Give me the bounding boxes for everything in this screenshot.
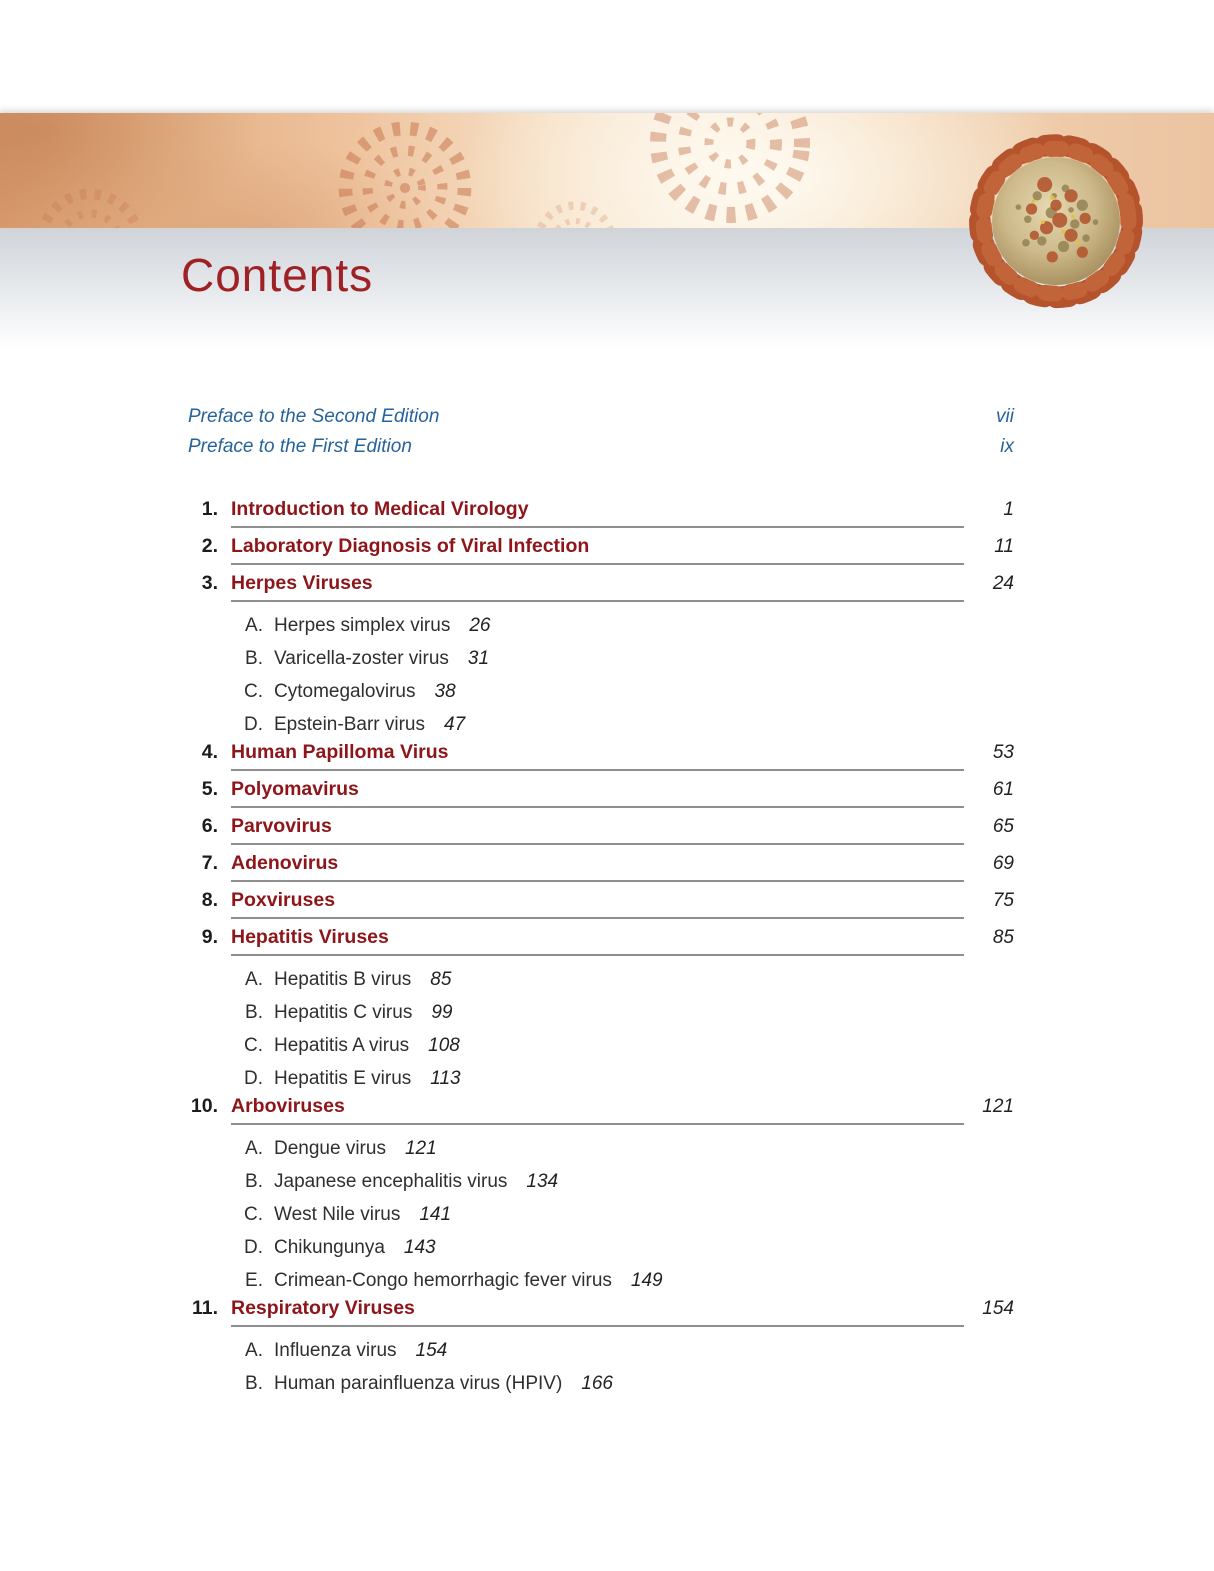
chapter-underline bbox=[231, 889, 964, 919]
subitem-row bbox=[188, 1198, 1014, 1231]
subitem-title: Dengue virus bbox=[274, 1138, 386, 1159]
preface-list bbox=[188, 406, 1014, 466]
subitem-letter: E. bbox=[245, 1270, 263, 1291]
subitem-letter: D. bbox=[244, 1237, 263, 1258]
preface-page-number: ix bbox=[1000, 436, 1014, 457]
chapter-number: 5. bbox=[201, 778, 218, 800]
chapter-page-number: 69 bbox=[992, 853, 1014, 874]
subitem-row bbox=[188, 1029, 1014, 1062]
chapter-row bbox=[188, 889, 1014, 919]
subitem-title: Cytomegalovirus bbox=[274, 681, 416, 702]
subitem-page-number: 31 bbox=[467, 648, 490, 669]
chapter-title: Introduction to Medical Virology bbox=[231, 498, 529, 520]
chapter-page-number: 24 bbox=[992, 573, 1014, 594]
virus-silhouette-icon bbox=[20, 173, 160, 228]
preface-label: Preface to the Second Edition bbox=[188, 406, 440, 427]
chapter-number: 2. bbox=[201, 535, 218, 557]
subitem-letter: C. bbox=[244, 1204, 263, 1225]
chapter-row bbox=[188, 1095, 1014, 1125]
subitem-list bbox=[188, 963, 1014, 1095]
subitem-title: Varicella-zoster virus bbox=[274, 648, 449, 669]
subitem-page-number: 99 bbox=[431, 1002, 453, 1023]
subitem-title: Human parainfluenza virus (HPIV) bbox=[274, 1373, 563, 1394]
subitem-page-number: 141 bbox=[419, 1204, 452, 1225]
subitem-letter: C. bbox=[244, 1035, 263, 1056]
chapter-underline bbox=[231, 741, 964, 771]
subitem-letter: D. bbox=[244, 1068, 263, 1089]
subitem-page-number: 121 bbox=[404, 1138, 437, 1159]
chapter-page-number: 154 bbox=[982, 1298, 1014, 1319]
chapter-underline bbox=[231, 498, 964, 528]
subitem-page-number: 113 bbox=[430, 1068, 461, 1089]
subitem-title: West Nile virus bbox=[274, 1204, 401, 1225]
subitem-row bbox=[188, 642, 1014, 675]
chapter-title: Human Papilloma Virus bbox=[231, 741, 449, 763]
table-of-contents bbox=[188, 406, 1014, 1400]
subitem-row bbox=[188, 963, 1014, 996]
virus-silhouette-icon bbox=[520, 188, 630, 228]
subitem-page-number: 143 bbox=[403, 1237, 436, 1258]
subitem-letter: D. bbox=[244, 714, 263, 735]
chapter-title: Poxviruses bbox=[231, 889, 336, 911]
subitem-letter: A. bbox=[245, 1340, 263, 1361]
subitem-page-number: 149 bbox=[630, 1270, 663, 1291]
chapter-number: 1. bbox=[201, 498, 218, 520]
subitem-list bbox=[188, 1132, 1014, 1297]
chapter-title: Herpes Viruses bbox=[231, 572, 373, 594]
chapter-page-number: 53 bbox=[992, 742, 1014, 763]
subitem-row bbox=[188, 609, 1014, 642]
chapter-page-number: 85 bbox=[992, 927, 1014, 948]
subitem-page-number: 134 bbox=[526, 1171, 559, 1192]
chapter-page-number: 65 bbox=[992, 816, 1014, 837]
chapter-underline bbox=[231, 815, 964, 845]
subitem-page-number: 47 bbox=[444, 714, 466, 735]
chapter-title: Hepatitis Viruses bbox=[231, 926, 389, 948]
subitem-page-number: 108 bbox=[428, 1035, 460, 1056]
chapter-row bbox=[188, 926, 1014, 956]
subitem-row bbox=[188, 1165, 1014, 1198]
subitem-title: Chikungunya bbox=[274, 1237, 385, 1258]
preface-page-number: vii bbox=[996, 406, 1014, 427]
chapter-row bbox=[188, 778, 1014, 808]
chapter-underline bbox=[231, 572, 964, 602]
chapter-number: 8. bbox=[201, 889, 218, 911]
chapter-underline bbox=[231, 778, 964, 808]
subitem-letter: A. bbox=[245, 615, 263, 636]
subitem-letter: B. bbox=[245, 1002, 263, 1023]
subitem-list bbox=[188, 609, 1014, 741]
chapter-row bbox=[188, 498, 1014, 528]
subitem-page-number: 38 bbox=[434, 681, 456, 702]
subitem-row bbox=[188, 996, 1014, 1029]
subitem-page-number: 154 bbox=[415, 1340, 448, 1361]
subitem-page-number: 85 bbox=[430, 969, 452, 990]
virus-silhouette-icon bbox=[630, 113, 830, 228]
subitem-title: Herpes simplex virus bbox=[274, 615, 451, 636]
subitem-title: Influenza virus bbox=[274, 1340, 397, 1361]
chapter-title: Adenovirus bbox=[231, 852, 339, 874]
chapter-number: 4. bbox=[201, 741, 218, 763]
chapter-row bbox=[188, 741, 1014, 771]
chapter-number: 3. bbox=[201, 572, 218, 594]
preface-row bbox=[188, 406, 1014, 436]
chapter-underline bbox=[231, 535, 964, 565]
chapter-number: 9. bbox=[201, 926, 218, 948]
chapter-page-number: 11 bbox=[994, 536, 1014, 557]
subitem-title: Hepatitis A virus bbox=[274, 1035, 410, 1056]
chapter-number: 11. bbox=[191, 1297, 218, 1319]
virus-silhouette-icon bbox=[320, 113, 490, 228]
preface-row bbox=[188, 436, 1014, 466]
chapter-page-number: 75 bbox=[992, 890, 1014, 911]
chapter-list bbox=[188, 498, 1014, 1400]
chapter-underline bbox=[231, 926, 964, 956]
chapter-title: Parvovirus bbox=[231, 815, 332, 837]
chapter-title: Arboviruses bbox=[231, 1095, 345, 1117]
chapter-page-number: 1 bbox=[1003, 499, 1014, 520]
subitem-row bbox=[188, 708, 1014, 741]
chapter-row bbox=[188, 852, 1014, 882]
chapter-page-number: 121 bbox=[982, 1096, 1014, 1117]
subitem-title: Hepatitis E virus bbox=[274, 1068, 412, 1089]
chapter-number: 6. bbox=[201, 815, 218, 837]
chapter-title: Polyomavirus bbox=[231, 778, 359, 800]
subitem-page-number: 26 bbox=[469, 615, 491, 636]
subitem-title: Japanese encephalitis virus bbox=[274, 1171, 508, 1192]
chapter-underline bbox=[231, 852, 964, 882]
subitem-letter: B. bbox=[245, 1171, 263, 1192]
chapter-underline bbox=[231, 1095, 964, 1125]
chapter-row bbox=[188, 535, 1014, 565]
subitem-row bbox=[188, 675, 1014, 708]
chapter-row bbox=[188, 1297, 1014, 1327]
subitem-letter: A. bbox=[245, 1138, 263, 1159]
subitem-row bbox=[188, 1231, 1014, 1264]
chapter-number: 10. bbox=[190, 1095, 218, 1117]
page-title: Contents bbox=[181, 249, 374, 301]
subitem-list bbox=[188, 1334, 1014, 1400]
subitem-letter: B. bbox=[245, 648, 263, 669]
subitem-row bbox=[188, 1264, 1014, 1297]
preface-label: Preface to the First Edition bbox=[188, 436, 412, 457]
subitem-row bbox=[188, 1062, 1014, 1095]
chapter-underline bbox=[231, 1297, 964, 1327]
subitem-letter: B. bbox=[245, 1373, 263, 1394]
subitem-title: Hepatitis C virus bbox=[274, 1002, 413, 1023]
chapter-title: Laboratory Diagnosis of Viral Infection bbox=[231, 535, 590, 557]
subitem-title: Epstein-Barr virus bbox=[274, 714, 425, 735]
chapter-page-number: 61 bbox=[992, 779, 1014, 800]
subitem-row bbox=[188, 1132, 1014, 1165]
chapter-row bbox=[188, 572, 1014, 602]
subitem-title: Hepatitis B virus bbox=[274, 969, 412, 990]
chapter-row bbox=[188, 815, 1014, 845]
coronavirus-icon bbox=[958, 130, 1154, 318]
chapter-number: 7. bbox=[201, 852, 218, 874]
subitem-row bbox=[188, 1334, 1014, 1367]
subitem-letter: C. bbox=[244, 681, 263, 702]
subitem-letter: A. bbox=[245, 969, 263, 990]
subitem-row bbox=[188, 1367, 1014, 1400]
chapter-title: Respiratory Viruses bbox=[231, 1297, 415, 1319]
subitem-page-number: 166 bbox=[581, 1373, 613, 1394]
subitem-title: Crimean-Congo hemorrhagic fever virus bbox=[274, 1270, 612, 1291]
